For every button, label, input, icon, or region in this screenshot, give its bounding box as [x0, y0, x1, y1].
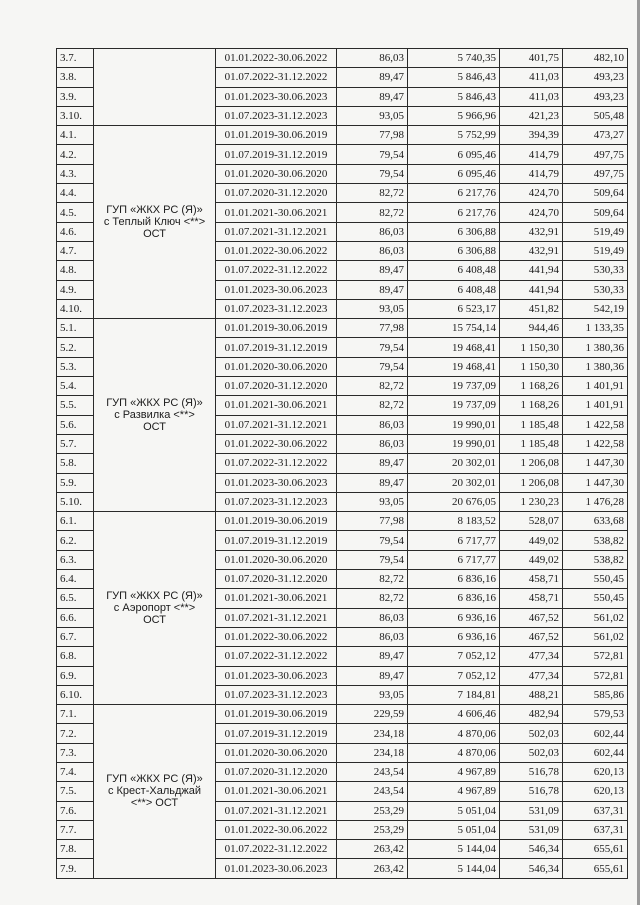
value-1-cell: 89,47	[337, 473, 408, 492]
value-2-cell: 19 737,09	[408, 377, 500, 396]
period-cell: 01.07.2019-31.12.2019	[216, 145, 337, 164]
value-1-cell: 253,29	[337, 801, 408, 820]
value-1-cell: 82,72	[337, 203, 408, 222]
value-3-cell: 421,23	[500, 106, 563, 125]
value-4-cell: 538,82	[563, 550, 628, 569]
value-1-cell: 263,42	[337, 859, 408, 878]
value-1-cell: 82,72	[337, 570, 408, 589]
row-number-cell: 5.1.	[57, 319, 94, 338]
period-cell: 01.07.2023-31.12.2023	[216, 106, 337, 125]
value-2-cell: 7 052,12	[408, 666, 500, 685]
value-1-cell: 229,59	[337, 705, 408, 724]
value-1-cell: 86,03	[337, 222, 408, 241]
value-1-cell: 234,18	[337, 743, 408, 762]
value-2-cell: 6 408,48	[408, 261, 500, 280]
row-number-cell: 3.8.	[57, 68, 94, 87]
value-3-cell: 411,03	[500, 87, 563, 106]
period-cell: 01.01.2022-30.06.2022	[216, 241, 337, 260]
organization-name-line: ГУП «ЖКХ РС (Я)»	[106, 397, 203, 410]
value-2-cell: 7 052,12	[408, 647, 500, 666]
row-number-cell: 4.2.	[57, 145, 94, 164]
period-cell: 01.07.2021-31.12.2021	[216, 415, 337, 434]
organization-name-line: ГУП «ЖКХ РС (Я)»	[106, 590, 203, 603]
value-3-cell: 1 168,26	[500, 396, 563, 415]
value-4-cell: 542,19	[563, 299, 628, 318]
organization-name-line: ГУП «ЖКХ РС (Я)»	[106, 773, 203, 786]
value-4-cell: 497,75	[563, 145, 628, 164]
organization-name-line: <**> ОСТ	[130, 797, 179, 810]
value-3-cell: 488,21	[500, 685, 563, 704]
value-4-cell: 550,45	[563, 589, 628, 608]
period-cell: 01.07.2022-31.12.2022	[216, 68, 337, 87]
value-1-cell: 86,03	[337, 627, 408, 646]
value-4-cell: 579,53	[563, 705, 628, 724]
value-4-cell: 572,81	[563, 666, 628, 685]
value-3-cell: 394,39	[500, 126, 563, 145]
period-cell: 01.01.2023-30.06.2023	[216, 280, 337, 299]
value-4-cell: 509,64	[563, 203, 628, 222]
row-number-cell: 5.5.	[57, 396, 94, 415]
value-1-cell: 93,05	[337, 106, 408, 125]
period-cell: 01.07.2020-31.12.2020	[216, 184, 337, 203]
value-1-cell: 86,03	[337, 415, 408, 434]
period-cell: 01.07.2022-31.12.2022	[216, 454, 337, 473]
value-4-cell: 550,45	[563, 570, 628, 589]
value-1-cell: 93,05	[337, 685, 408, 704]
value-3-cell: 528,07	[500, 512, 563, 531]
table-row	[57, 705, 628, 724]
value-2-cell: 19 737,09	[408, 396, 500, 415]
value-4-cell: 519,49	[563, 241, 628, 260]
value-1-cell: 82,72	[337, 396, 408, 415]
organization-name-line: ОСТ	[143, 614, 166, 627]
value-3-cell: 1 206,08	[500, 473, 563, 492]
row-number-cell: 4.4.	[57, 184, 94, 203]
value-2-cell: 5 846,43	[408, 87, 500, 106]
organization-name-line: ОСТ	[143, 228, 166, 241]
value-1-cell: 79,54	[337, 357, 408, 376]
value-3-cell: 502,03	[500, 743, 563, 762]
value-3-cell: 1 206,08	[500, 454, 563, 473]
period-cell: 01.01.2022-30.06.2022	[216, 49, 337, 68]
value-1-cell: 86,03	[337, 49, 408, 68]
value-3-cell: 449,02	[500, 550, 563, 569]
row-number-cell: 3.7.	[57, 49, 94, 68]
period-cell: 01.01.2021-30.06.2021	[216, 203, 337, 222]
period-cell: 01.01.2019-30.06.2019	[216, 705, 337, 724]
period-cell: 01.01.2023-30.06.2023	[216, 666, 337, 685]
value-3-cell: 424,70	[500, 203, 563, 222]
table-row	[57, 319, 628, 338]
row-number-cell: 7.5.	[57, 782, 94, 801]
value-4-cell: 473,27	[563, 126, 628, 145]
value-4-cell: 519,49	[563, 222, 628, 241]
row-number-cell: 6.1.	[57, 512, 94, 531]
value-3-cell: 449,02	[500, 531, 563, 550]
row-number-cell: 6.5.	[57, 589, 94, 608]
value-2-cell: 6 936,16	[408, 627, 500, 646]
value-3-cell: 411,03	[500, 68, 563, 87]
value-2-cell: 19 468,41	[408, 357, 500, 376]
period-cell: 01.01.2023-30.06.2023	[216, 473, 337, 492]
organization-name-line: с Крест-Хальджай	[107, 785, 202, 798]
value-1-cell: 89,47	[337, 68, 408, 87]
value-4-cell: 493,23	[563, 87, 628, 106]
value-1-cell: 79,54	[337, 164, 408, 183]
row-number-cell: 6.6.	[57, 608, 94, 627]
row-number-cell: 4.3.	[57, 164, 94, 183]
value-4-cell: 637,31	[563, 801, 628, 820]
value-3-cell: 424,70	[500, 184, 563, 203]
period-cell: 01.01.2020-30.06.2020	[216, 357, 337, 376]
period-cell: 01.01.2023-30.06.2023	[216, 859, 337, 878]
row-number-cell: 4.10.	[57, 299, 94, 318]
value-4-cell: 561,02	[563, 608, 628, 627]
value-3-cell: 1 150,30	[500, 357, 563, 376]
value-3-cell: 531,09	[500, 820, 563, 839]
period-cell: 01.07.2020-31.12.2020	[216, 570, 337, 589]
row-number-cell: 7.7.	[57, 820, 94, 839]
value-1-cell: 77,98	[337, 512, 408, 531]
value-3-cell: 1 168,26	[500, 377, 563, 396]
value-4-cell: 620,13	[563, 762, 628, 781]
value-3-cell: 516,78	[500, 762, 563, 781]
value-2-cell: 5 752,99	[408, 126, 500, 145]
period-cell: 01.01.2019-30.06.2019	[216, 319, 337, 338]
value-4-cell: 602,44	[563, 743, 628, 762]
organization-name-line: с Развилка <**>	[114, 409, 195, 422]
row-number-cell: 4.8.	[57, 261, 94, 280]
row-number-cell: 4.9.	[57, 280, 94, 299]
value-3-cell: 458,71	[500, 570, 563, 589]
row-number-cell: 4.5.	[57, 203, 94, 222]
period-cell: 01.07.2022-31.12.2022	[216, 261, 337, 280]
row-number-cell: 5.7.	[57, 434, 94, 453]
row-number-cell: 6.7.	[57, 627, 94, 646]
period-cell: 01.07.2023-31.12.2023	[216, 299, 337, 318]
value-3-cell: 944,46	[500, 319, 563, 338]
value-2-cell: 5 846,43	[408, 68, 500, 87]
value-2-cell: 6 306,88	[408, 241, 500, 260]
value-3-cell: 441,94	[500, 280, 563, 299]
period-cell: 01.01.2020-30.06.2020	[216, 550, 337, 569]
value-4-cell: 602,44	[563, 724, 628, 743]
row-number-cell: 4.6.	[57, 222, 94, 241]
organization-cell	[94, 319, 216, 512]
value-2-cell: 4 606,46	[408, 705, 500, 724]
period-cell: 01.01.2022-30.06.2022	[216, 627, 337, 646]
value-1-cell: 89,47	[337, 87, 408, 106]
value-3-cell: 414,79	[500, 145, 563, 164]
row-number-cell: 6.4.	[57, 570, 94, 589]
value-4-cell: 1 422,58	[563, 415, 628, 434]
value-1-cell: 86,03	[337, 608, 408, 627]
value-4-cell: 493,23	[563, 68, 628, 87]
value-1-cell: 89,47	[337, 280, 408, 299]
period-cell: 01.01.2021-30.06.2021	[216, 396, 337, 415]
row-number-cell: 5.9.	[57, 473, 94, 492]
value-3-cell: 477,34	[500, 647, 563, 666]
tariff-table-body	[57, 49, 628, 879]
value-1-cell: 79,54	[337, 338, 408, 357]
row-number-cell: 7.6.	[57, 801, 94, 820]
value-2-cell: 6 836,16	[408, 570, 500, 589]
value-1-cell: 243,54	[337, 762, 408, 781]
value-1-cell: 82,72	[337, 377, 408, 396]
organization-name-line: с Теплый Ключ <**>	[103, 216, 206, 229]
value-1-cell: 79,54	[337, 145, 408, 164]
value-4-cell: 1 447,30	[563, 473, 628, 492]
value-2-cell: 5 966,96	[408, 106, 500, 125]
row-number-cell: 4.7.	[57, 241, 94, 260]
row-number-cell: 5.10.	[57, 492, 94, 511]
value-3-cell: 1 185,48	[500, 415, 563, 434]
period-cell: 01.01.2022-30.06.2022	[216, 820, 337, 839]
row-number-cell: 7.2.	[57, 724, 94, 743]
value-1-cell: 82,72	[337, 184, 408, 203]
row-number-cell: 3.10.	[57, 106, 94, 125]
row-number-cell: 7.8.	[57, 840, 94, 859]
value-4-cell: 633,68	[563, 512, 628, 531]
row-number-cell: 7.1.	[57, 705, 94, 724]
value-1-cell: 77,98	[337, 319, 408, 338]
value-1-cell: 253,29	[337, 820, 408, 839]
value-2-cell: 6 306,88	[408, 222, 500, 241]
row-number-cell: 5.2.	[57, 338, 94, 357]
value-3-cell: 482,94	[500, 705, 563, 724]
value-2-cell: 4 967,89	[408, 782, 500, 801]
period-cell: 01.07.2019-31.12.2019	[216, 531, 337, 550]
value-4-cell: 1 133,35	[563, 319, 628, 338]
value-2-cell: 6 408,48	[408, 280, 500, 299]
value-2-cell: 4 870,06	[408, 724, 500, 743]
value-2-cell: 5 144,04	[408, 859, 500, 878]
value-3-cell: 441,94	[500, 261, 563, 280]
period-cell: 01.01.2020-30.06.2020	[216, 743, 337, 762]
row-number-cell: 6.10.	[57, 685, 94, 704]
value-3-cell: 502,03	[500, 724, 563, 743]
value-4-cell: 1 380,36	[563, 338, 628, 357]
value-2-cell: 19 990,01	[408, 434, 500, 453]
value-2-cell: 19 990,01	[408, 415, 500, 434]
value-2-cell: 6 523,17	[408, 299, 500, 318]
value-1-cell: 243,54	[337, 782, 408, 801]
period-cell: 01.01.2021-30.06.2021	[216, 589, 337, 608]
value-1-cell: 86,03	[337, 434, 408, 453]
period-cell: 01.07.2023-31.12.2023	[216, 492, 337, 511]
value-3-cell: 1 150,30	[500, 338, 563, 357]
value-2-cell: 6 095,46	[408, 164, 500, 183]
period-cell: 01.07.2021-31.12.2021	[216, 801, 337, 820]
value-4-cell: 1 401,91	[563, 377, 628, 396]
value-4-cell: 620,13	[563, 782, 628, 801]
value-2-cell: 20 302,01	[408, 454, 500, 473]
row-number-cell: 4.1.	[57, 126, 94, 145]
value-4-cell: 509,64	[563, 184, 628, 203]
value-3-cell: 467,52	[500, 627, 563, 646]
period-cell: 01.07.2020-31.12.2020	[216, 762, 337, 781]
value-2-cell: 20 676,05	[408, 492, 500, 511]
value-2-cell: 6 217,76	[408, 184, 500, 203]
value-1-cell: 89,47	[337, 454, 408, 473]
row-number-cell: 7.4.	[57, 762, 94, 781]
value-1-cell: 89,47	[337, 647, 408, 666]
organization-name-line: с Аэропорт <**>	[113, 602, 196, 615]
value-4-cell: 1 476,28	[563, 492, 628, 511]
value-1-cell: 89,47	[337, 261, 408, 280]
tariff-table	[56, 48, 628, 879]
period-cell: 01.07.2021-31.12.2021	[216, 608, 337, 627]
table-row	[57, 49, 628, 68]
value-4-cell: 505,48	[563, 106, 628, 125]
period-cell: 01.07.2019-31.12.2019	[216, 338, 337, 357]
value-4-cell: 655,61	[563, 840, 628, 859]
value-3-cell: 414,79	[500, 164, 563, 183]
organization-cell	[94, 512, 216, 705]
period-cell: 01.07.2023-31.12.2023	[216, 685, 337, 704]
value-4-cell: 1 422,58	[563, 434, 628, 453]
period-cell: 01.07.2021-31.12.2021	[216, 222, 337, 241]
organization-name-line: ОСТ	[143, 421, 166, 434]
row-number-cell: 7.3.	[57, 743, 94, 762]
value-1-cell: 234,18	[337, 724, 408, 743]
value-4-cell: 637,31	[563, 820, 628, 839]
value-2-cell: 19 468,41	[408, 338, 500, 357]
row-number-cell: 6.3.	[57, 550, 94, 569]
value-2-cell: 5 051,04	[408, 820, 500, 839]
value-2-cell: 8 183,52	[408, 512, 500, 531]
value-2-cell: 5 740,35	[408, 49, 500, 68]
value-3-cell: 531,09	[500, 801, 563, 820]
value-2-cell: 5 051,04	[408, 801, 500, 820]
value-3-cell: 477,34	[500, 666, 563, 685]
period-cell: 01.01.2019-30.06.2019	[216, 512, 337, 531]
value-2-cell: 6 717,77	[408, 550, 500, 569]
value-2-cell: 20 302,01	[408, 473, 500, 492]
value-4-cell: 1 447,30	[563, 454, 628, 473]
row-number-cell: 7.9.	[57, 859, 94, 878]
row-number-cell: 5.6.	[57, 415, 94, 434]
value-2-cell: 4 967,89	[408, 762, 500, 781]
value-1-cell: 77,98	[337, 126, 408, 145]
value-4-cell: 1 380,36	[563, 357, 628, 376]
value-3-cell: 1 185,48	[500, 434, 563, 453]
value-1-cell: 93,05	[337, 299, 408, 318]
period-cell: 01.07.2022-31.12.2022	[216, 647, 337, 666]
value-4-cell: 497,75	[563, 164, 628, 183]
value-2-cell: 5 144,04	[408, 840, 500, 859]
organization-cell	[94, 49, 216, 126]
value-4-cell: 482,10	[563, 49, 628, 68]
value-2-cell: 6 936,16	[408, 608, 500, 627]
row-number-cell: 6.9.	[57, 666, 94, 685]
row-number-cell: 5.4.	[57, 377, 94, 396]
period-cell: 01.01.2020-30.06.2020	[216, 164, 337, 183]
period-cell: 01.01.2023-30.06.2023	[216, 87, 337, 106]
row-number-cell: 6.8.	[57, 647, 94, 666]
value-2-cell: 6 217,76	[408, 203, 500, 222]
period-cell: 01.07.2019-31.12.2019	[216, 724, 337, 743]
row-number-cell: 6.2.	[57, 531, 94, 550]
value-1-cell: 79,54	[337, 531, 408, 550]
value-4-cell: 561,02	[563, 627, 628, 646]
value-3-cell: 432,91	[500, 241, 563, 260]
table-row	[57, 512, 628, 531]
period-cell: 01.07.2020-31.12.2020	[216, 377, 337, 396]
organization-name-line: ГУП «ЖКХ РС (Я)»	[106, 204, 203, 217]
value-2-cell: 6 836,16	[408, 589, 500, 608]
period-cell: 01.07.2022-31.12.2022	[216, 840, 337, 859]
value-4-cell: 572,81	[563, 647, 628, 666]
value-3-cell: 546,34	[500, 859, 563, 878]
period-cell: 01.01.2022-30.06.2022	[216, 434, 337, 453]
value-3-cell: 1 230,23	[500, 492, 563, 511]
value-2-cell: 6 095,46	[408, 145, 500, 164]
value-1-cell: 93,05	[337, 492, 408, 511]
value-1-cell: 79,54	[337, 550, 408, 569]
value-4-cell: 530,33	[563, 261, 628, 280]
value-1-cell: 86,03	[337, 241, 408, 260]
value-3-cell: 451,82	[500, 299, 563, 318]
organization-cell	[94, 126, 216, 319]
period-cell: 01.01.2019-30.06.2019	[216, 126, 337, 145]
value-4-cell: 1 401,91	[563, 396, 628, 415]
row-number-cell: 5.3.	[57, 357, 94, 376]
value-4-cell: 530,33	[563, 280, 628, 299]
value-3-cell: 546,34	[500, 840, 563, 859]
value-2-cell: 6 717,77	[408, 531, 500, 550]
row-number-cell: 3.9.	[57, 87, 94, 106]
value-3-cell: 432,91	[500, 222, 563, 241]
value-2-cell: 15 754,14	[408, 319, 500, 338]
period-cell: 01.01.2021-30.06.2021	[216, 782, 337, 801]
value-1-cell: 89,47	[337, 666, 408, 685]
row-number-cell: 5.8.	[57, 454, 94, 473]
value-3-cell: 401,75	[500, 49, 563, 68]
value-1-cell: 263,42	[337, 840, 408, 859]
value-4-cell: 585,86	[563, 685, 628, 704]
value-3-cell: 467,52	[500, 608, 563, 627]
value-2-cell: 7 184,81	[408, 685, 500, 704]
value-4-cell: 538,82	[563, 531, 628, 550]
value-3-cell: 516,78	[500, 782, 563, 801]
organization-cell	[94, 705, 216, 879]
value-4-cell: 655,61	[563, 859, 628, 878]
value-2-cell: 4 870,06	[408, 743, 500, 762]
value-3-cell: 458,71	[500, 589, 563, 608]
table-row	[57, 126, 628, 145]
value-1-cell: 82,72	[337, 589, 408, 608]
